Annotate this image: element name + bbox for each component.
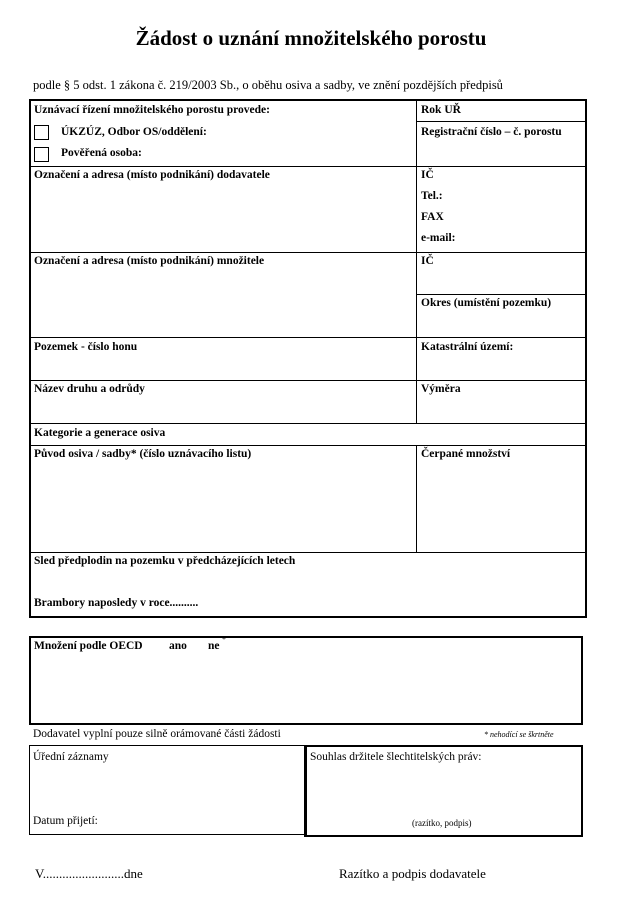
vymera-label: Výměra [421, 383, 461, 395]
rok-label: Rok UŘ [421, 104, 461, 116]
dodavatel-label: Označení a adresa (místo podnikání) dodavatele [34, 169, 270, 181]
oecd-ne[interactable]: ne [208, 640, 220, 652]
poverena-checkbox[interactable] [34, 147, 49, 162]
ukzuz-checkbox[interactable] [34, 125, 49, 140]
mnozitel-label: Označení a adresa (místo podnikání) množitele [34, 255, 265, 267]
email-label: e-mail: [421, 232, 456, 244]
ic-label: IČ [421, 169, 434, 181]
poverena-label: Pověřená osoba: [61, 147, 142, 159]
column-divider [416, 100, 417, 423]
row-line [30, 252, 586, 253]
dodavatel-note: Dodavatel vyplní pouze silně orámované části žádosti [33, 728, 281, 740]
ukzuz-label: ÚKZÚZ, Odbor OS/oddělení: [61, 126, 207, 138]
ic2-label: IČ [421, 255, 434, 267]
row-line [30, 166, 586, 167]
column-divider-lower [416, 445, 417, 553]
registracni-label: Registrační číslo – č. porostu [421, 126, 562, 138]
oecd-ano[interactable]: ano [169, 640, 187, 652]
pozemek-label: Pozemek - číslo honu [34, 341, 138, 353]
razitko-label: (razítko, podpis) [412, 818, 472, 828]
row-line [30, 552, 586, 553]
row-line [417, 294, 586, 295]
legal-basis-text: podle § 5 odst. 1 zákona č. 219/2003 Sb., o oběhu osiva a sadby, ve znění pozdějších předpisů [33, 78, 503, 92]
druh-label: Název druhu a odrůdy [34, 383, 145, 395]
oecd-label: Množení podle OECD [34, 640, 143, 652]
page-title: Žádost o uznání množitelského porostu [135, 26, 487, 50]
row-line [30, 337, 586, 338]
row-line [30, 423, 586, 424]
puvod-label: Původ osiva / sadby* (číslo uznávacího listu) [34, 448, 252, 460]
oecd-star: * [222, 635, 226, 644]
souhlas-label: Souhlas držitele šlechtitelských práv: [310, 751, 482, 763]
okres-label: Okres (umístění pozemku) [421, 297, 552, 309]
cerpane-label: Čerpané množství [421, 448, 511, 460]
signature-label: Razítko a podpis dodavatele [339, 866, 486, 881]
tel-label: Tel.: [421, 190, 443, 202]
katastr-label: Katastrální území: [421, 341, 514, 353]
brambory-label: Brambory naposledy v roce.......... [34, 597, 199, 609]
rizeni-label: Uznávací řízení množitelského porostu provede: [34, 104, 270, 116]
footnote: * nehodící se škrtněte [484, 730, 554, 739]
zaznamy-label: Úřední záznamy [33, 751, 109, 763]
sled-label: Sled předplodin na pozemku v předcházejících letech [34, 555, 296, 567]
place-date: V.........................dne [35, 866, 143, 881]
kategorie-label: Kategorie a generace osiva [34, 427, 166, 439]
row-line [417, 121, 586, 122]
row-line [30, 380, 586, 381]
datum-label: Datum přijetí: [33, 815, 98, 827]
fax-label: FAX [421, 211, 444, 223]
row-line [30, 445, 586, 446]
